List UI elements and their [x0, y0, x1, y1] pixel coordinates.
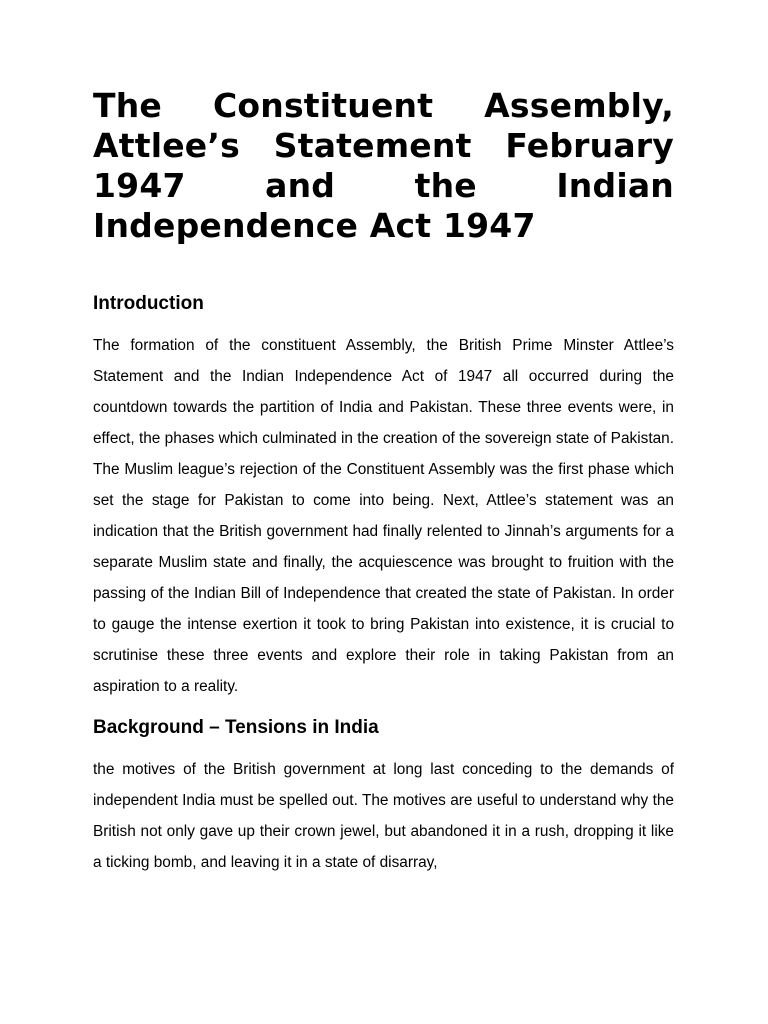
- section-heading-introduction: Introduction: [93, 293, 204, 314]
- document-title: The Constituent Assembly, Attlee’s Statement February 1947 and the Indian Independence Act 1947: [93, 86, 674, 245]
- paragraph-introduction: The formation of the constituent Assembly, the British Prime Minster Attlee’s Statement and the Indian Independence Act of 1947 all occurred during the countdown towards the partition of India and Pakistan. These three events were, in effect, the phases which culminated in the creation of the sovereign state of Pakistan. The Muslim league’s rejection of the Constituent Assembly was the first phase which set the stage for Pakistan to come into being. Next, Attlee’s statement was an indication that the British government had finally relented to Jinnah’s arguments for a separate Muslim state and finally, the acquiescence was brought to fruition with the passing of the Indian Bill of Independence that created the state of Pakistan. In order to gauge the intense exertion it took to bring Pakistan into existence, it is crucial to scrutinise these three events and explore their role in taking Pakistan from an aspiration to a reality.: [93, 337, 674, 695]
- paragraph-background: the motives of the British government at long last conceding to the demands of independent India must be spelled out. The motives are useful to understand why the British not only gave up their crown jewel, but abandoned it in a rush, dropping it like a ticking bomb, and leaving it in a state of disarray,: [93, 761, 674, 871]
- document-body: [93, 86, 674, 878]
- section-heading-background: Background – Tensions in India: [93, 717, 379, 738]
